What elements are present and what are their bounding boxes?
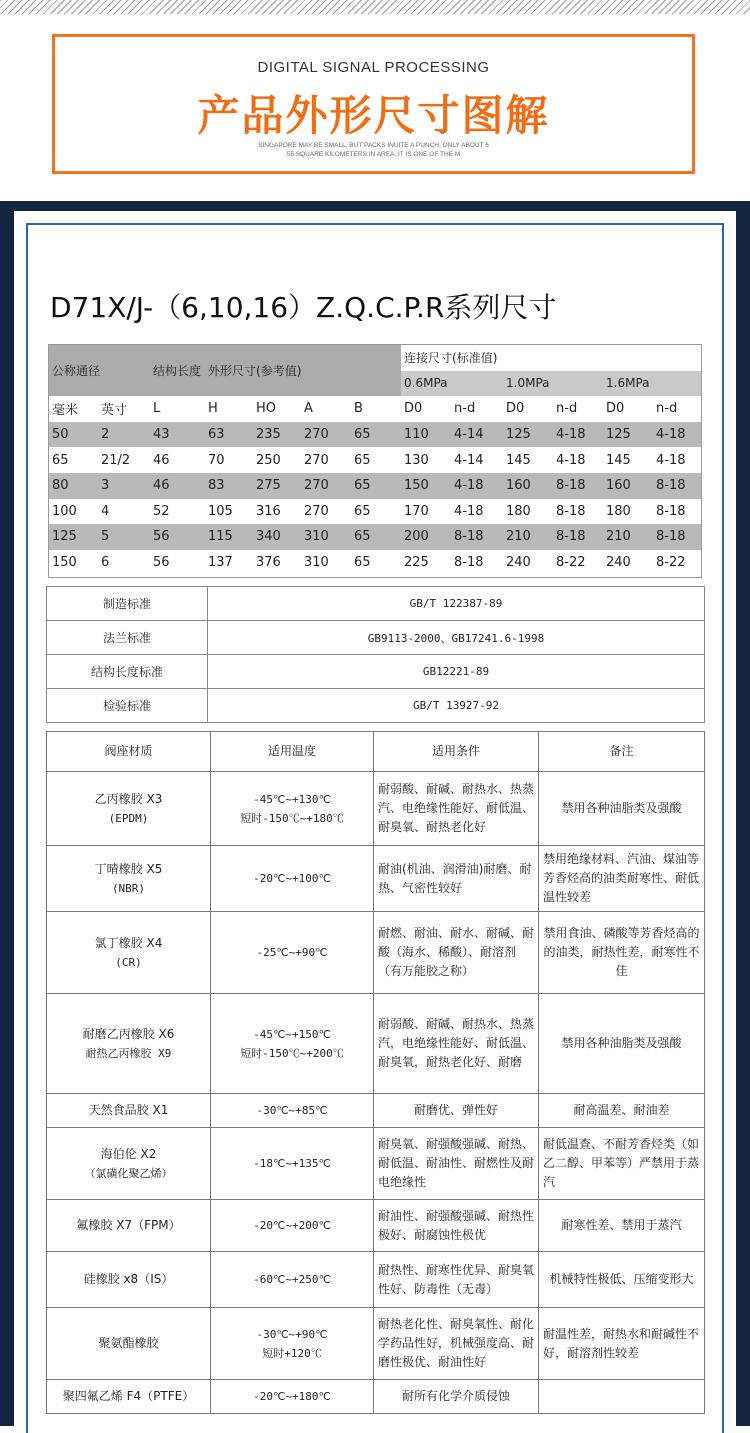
- material-note: [539, 1380, 705, 1414]
- material-name: 氯丁橡胶 X4: [94, 935, 163, 950]
- table-cell: 65: [354, 555, 371, 571]
- material-name: 耐磨乙丙橡胶 X6: [82, 1026, 175, 1041]
- material-temperature-cell: [211, 1252, 374, 1308]
- material-conditions: 耐弱酸、耐碱、耐热水、热蒸汽，电绝缘性能好、耐低温、耐臭氧，耐热老化好、耐磨: [374, 994, 539, 1094]
- material-name-cell: [47, 1308, 211, 1380]
- temperature-range: -18℃~+135℃: [253, 1157, 331, 1170]
- column-header: D0: [503, 396, 553, 422]
- material-row: [47, 1200, 705, 1252]
- material-conditions: 耐热老化性、耐臭氧性、耐化学药品性好，机械强度高、耐磨性极优、耐油性好: [374, 1308, 539, 1380]
- header-pressure: 1.0MPa: [503, 371, 603, 397]
- temperature-range: -45℃~+130℃: [253, 792, 331, 806]
- section-banner: [52, 34, 695, 174]
- standards-table: [46, 586, 705, 723]
- column-header: n-d: [653, 396, 701, 422]
- table-cell: 125: [603, 422, 653, 448]
- table-cell: 150: [401, 473, 451, 499]
- table-cell: 50: [49, 422, 98, 448]
- material-temperature-cell: [211, 912, 374, 994]
- dimension-table: [48, 344, 702, 578]
- material-name-cell: [47, 846, 211, 912]
- material-name: 硅橡胶 x8（IS）: [83, 1272, 174, 1286]
- material-code: (EPDM): [108, 811, 149, 825]
- table-row: [49, 499, 701, 525]
- table-cell: 180: [506, 503, 531, 519]
- material-row: [47, 772, 705, 846]
- material-name-cell: [47, 912, 211, 994]
- temperature-short-term: 短时-150℃~+180℃: [240, 811, 344, 825]
- table-cell: 270: [304, 503, 329, 519]
- column-header: n-d: [451, 396, 503, 422]
- table-cell: 4-14: [451, 422, 503, 448]
- material-conditions: 耐油性、耐强酸强碱、耐热性极好、耐腐蚀性极优: [374, 1200, 539, 1252]
- table-cell: 250: [256, 452, 281, 468]
- table-cell: 160: [503, 473, 553, 499]
- temperature-range: -20℃~+200℃: [253, 1219, 331, 1232]
- standard-value: GB/T 13927-92: [208, 689, 705, 723]
- table-cell: 235: [253, 422, 301, 448]
- table-cell: 145: [606, 452, 631, 468]
- temperature-range: -20℃~+180℃: [253, 1390, 331, 1403]
- standard-row: [47, 655, 705, 689]
- standard-label: 结构长度标准: [47, 655, 208, 689]
- standard-value: GB9113-2000、GB17241.6-1998: [208, 621, 705, 655]
- table-cell: 8-18: [454, 555, 484, 571]
- table-cell: 170: [404, 503, 429, 519]
- table-cell: 6: [101, 555, 110, 571]
- standard-row: [47, 621, 705, 655]
- table-row: [49, 524, 701, 550]
- column-header: A: [301, 396, 351, 422]
- standard-row: [47, 587, 705, 621]
- material-code: （氯磺化聚乙烯）: [84, 1166, 173, 1180]
- table-cell: 270: [301, 422, 351, 448]
- material-conditions: 耐所有化学介质侵蚀: [374, 1380, 539, 1414]
- table-row: [49, 447, 701, 473]
- material-note: 禁用各种油脂类及强酸: [539, 772, 705, 846]
- column-header: L: [150, 396, 205, 422]
- material-note: 禁用绝缘材料、汽油、煤油等芳香烃高的油类耐寒性、耐低温性较差: [539, 846, 705, 912]
- table-row: [49, 422, 701, 448]
- table-cell: 376: [256, 555, 281, 571]
- table-cell: 4-18: [454, 503, 484, 519]
- table-cell: 210: [503, 524, 553, 550]
- table-cell: 4-18: [553, 422, 603, 448]
- material-row: [47, 1308, 705, 1380]
- table-cell: 8-18: [553, 473, 603, 499]
- material-temperature-cell: [211, 1200, 374, 1252]
- table-cell: 8-18: [653, 524, 701, 550]
- material-column-header: 阀座材质: [47, 732, 211, 772]
- temperature-range: -45℃~+150℃: [253, 1027, 331, 1041]
- table-cell: 225: [404, 555, 429, 571]
- material-name-cell: [47, 994, 211, 1094]
- table-cell: 8-18: [451, 524, 503, 550]
- material-conditions: 耐臭氧、耐强酸强碱、耐热、耐低温、耐油性、耐燃性及耐电绝缘性: [374, 1128, 539, 1200]
- table-cell: 21/2: [101, 452, 131, 468]
- material-note: 禁用各种油脂类及强酸: [539, 994, 705, 1094]
- table-cell: 56: [150, 524, 205, 550]
- column-header: 英寸: [98, 396, 150, 422]
- material-row: [47, 1094, 705, 1128]
- table-cell: 65: [351, 473, 401, 499]
- material-note: 机械特性极低、压缩变形大: [539, 1252, 705, 1308]
- header-structure-length: 结构长度: [150, 345, 205, 396]
- table-cell: 8-18: [656, 503, 686, 519]
- material-name-cell: [47, 1200, 211, 1252]
- standard-row: [47, 689, 705, 723]
- material-conditions: 耐热性、耐寒性优异、耐臭氧性好、防毒性（无毒）: [374, 1252, 539, 1308]
- table-cell: 65: [52, 452, 69, 468]
- material-name: 乙丙橡胶 X3: [94, 791, 163, 806]
- table-cell: 56: [153, 555, 170, 571]
- table-cell: 200: [401, 524, 451, 550]
- table-cell: 210: [603, 524, 653, 550]
- material-column-header: 备注: [539, 732, 705, 772]
- material-code: (NBR): [111, 881, 146, 895]
- table-cell: 105: [208, 503, 233, 519]
- table-cell: 110: [401, 422, 451, 448]
- material-note: 耐温性差，耐热水和耐碱性不好，耐溶剂性较差: [539, 1308, 705, 1380]
- table-cell: 270: [304, 452, 329, 468]
- table-cell: 8-18: [556, 503, 586, 519]
- seat-material-table: [46, 731, 705, 1414]
- material-row: [47, 1252, 705, 1308]
- column-header: D0: [603, 396, 653, 422]
- material-temperature-cell: [211, 1094, 374, 1128]
- material-row: [47, 1128, 705, 1200]
- table-cell: 70: [208, 452, 225, 468]
- temperature-short-term: 短时+120℃: [262, 1346, 322, 1360]
- table-cell: 340: [253, 524, 301, 550]
- table-cell: 5: [98, 524, 150, 550]
- header-outline-size: 外形尺寸(参考值): [205, 345, 401, 396]
- material-note: 耐寒性差、禁用于蒸汽: [539, 1200, 705, 1252]
- standard-value: GB/T 122387-89: [208, 587, 705, 621]
- table-cell: 65: [351, 524, 401, 550]
- table-row: [49, 550, 701, 576]
- temperature-range: -25℃~+90℃: [256, 946, 328, 959]
- table-cell: 150: [52, 555, 77, 571]
- table-cell: 43: [150, 422, 205, 448]
- table-cell: 160: [603, 473, 653, 499]
- material-temperature-cell: [211, 1380, 374, 1414]
- table-cell: 240: [506, 555, 531, 571]
- table-cell: 4-18: [556, 452, 586, 468]
- table-cell: 8-18: [553, 524, 603, 550]
- table-cell: 137: [208, 555, 233, 571]
- banner-title: 产品外形尺寸图解: [197, 91, 550, 140]
- table-cell: 4-18: [451, 473, 503, 499]
- material-name: 聚氨酯橡胶: [98, 1336, 159, 1350]
- standard-value: GB12221-89: [208, 655, 705, 689]
- column-header: H: [205, 396, 253, 422]
- material-conditions: 耐油(机油、润滑油)耐磨、耐热、气密性较好: [374, 846, 539, 912]
- temperature-range: -30℃~+85℃: [256, 1104, 328, 1117]
- column-header: n-d: [553, 396, 603, 422]
- temperature-short-term: 短时-150℃~+200℃: [240, 1046, 344, 1060]
- material-conditions: 耐燃、耐油、耐水、耐碱、耐酸（海水、稀酸）、耐溶剂 （有万能胶之称）: [374, 912, 539, 994]
- material-temperature-cell: [211, 994, 374, 1094]
- material-conditions: 耐磨优、弹性好: [374, 1094, 539, 1128]
- table-cell: 52: [153, 503, 170, 519]
- material-name-cell: [47, 1128, 211, 1200]
- table-cell: 8-22: [556, 555, 586, 571]
- material-row: [47, 846, 705, 912]
- standard-label: 法兰标准: [47, 621, 208, 655]
- table-cell: 65: [354, 503, 371, 519]
- table-cell: 3: [98, 473, 150, 499]
- table-cell: 125: [503, 422, 553, 448]
- material-temperature-cell: [211, 846, 374, 912]
- standard-label: 检验标准: [47, 689, 208, 723]
- table-cell: 270: [301, 473, 351, 499]
- material-name: 丁晴橡胶 X5: [94, 861, 163, 876]
- table-cell: 310: [304, 555, 329, 571]
- dimension-header-columns: [49, 396, 701, 422]
- table-cell: 4: [101, 503, 110, 519]
- table-cell: 83: [205, 473, 253, 499]
- material-name-cell: [47, 772, 211, 846]
- table-cell: 8-22: [656, 555, 686, 571]
- column-header: 毫米: [49, 396, 98, 422]
- material-code: (CR): [115, 955, 142, 969]
- material-name: 天然食品胶 X1: [88, 1103, 169, 1117]
- column-header: B: [351, 396, 401, 422]
- material-note: 禁用食油、磷酸等芳香烃高的的油类，耐热性差，耐寒性不佳: [539, 912, 705, 994]
- table-cell: 145: [506, 452, 531, 468]
- table-cell: 115: [205, 524, 253, 550]
- temperature-range: -20℃~+100℃: [253, 872, 331, 885]
- table-cell: 65: [351, 422, 401, 448]
- material-name-cell: [47, 1094, 211, 1128]
- table-cell: 80: [49, 473, 98, 499]
- table-cell: 46: [150, 473, 205, 499]
- material-header-row: [47, 732, 705, 772]
- material-temperature-cell: [211, 1128, 374, 1200]
- table-cell: 2: [98, 422, 150, 448]
- header-connection-size: 连接尺寸(标准值): [401, 345, 701, 371]
- table-cell: 46: [153, 452, 170, 468]
- standard-label: 制造标准: [47, 587, 208, 621]
- table-cell: 125: [49, 524, 98, 550]
- temperature-range: -60℃~+250℃: [253, 1273, 331, 1286]
- column-header: D0: [401, 396, 451, 422]
- header-pressure: 1.6MPa: [603, 371, 701, 397]
- table-cell: 240: [606, 555, 631, 571]
- material-row: [47, 912, 705, 994]
- material-code: 耐热乙丙橡胶 X9: [85, 1046, 172, 1060]
- material-name: 氟橡胶 X7（FPM）: [76, 1218, 181, 1232]
- header-nominal-diameter: 公称通径: [49, 345, 150, 396]
- material-note: 耐高温差、耐油差: [539, 1094, 705, 1128]
- table-cell: 130: [404, 452, 429, 468]
- material-row: [47, 1380, 705, 1414]
- column-header: HO: [253, 396, 301, 422]
- material-name-cell: [47, 1380, 211, 1414]
- material-row: [47, 994, 705, 1094]
- material-temperature-cell: [211, 772, 374, 846]
- series-title: D71X/J-（6,10,16）Z.Q.C.P.R系列尺寸: [50, 291, 557, 324]
- header-pressure: 0.6MPa: [401, 371, 503, 397]
- banner-small-text: SINGAPORE MAY BE SMALL, BUT PACKS INUITE A PUNCH. ONLY ABOUT 6 55 SQUARE KILOMETERS IN AREA, IT IS ONE OF THE M: [258, 142, 489, 158]
- material-name: 聚四氟乙烯 F4（PTFE）: [62, 1389, 195, 1403]
- table-cell: 316: [256, 503, 281, 519]
- table-cell: 180: [606, 503, 631, 519]
- dimension-header-top: [49, 345, 701, 371]
- table-cell: 65: [354, 452, 371, 468]
- material-conditions: 耐弱酸、耐碱、耐热水、热蒸汽、电绝缘性能好、耐低温、耐臭氧、耐热老化好: [374, 772, 539, 846]
- top-hatch-decoration: [0, 0, 750, 14]
- table-row: [49, 473, 701, 499]
- table-cell: 4-18: [656, 452, 686, 468]
- temperature-range: -30℃~+90℃: [256, 1327, 328, 1341]
- material-column-header: 适用温度: [211, 732, 374, 772]
- material-name-cell: [47, 1252, 211, 1308]
- table-cell: 310: [301, 524, 351, 550]
- table-cell: 100: [52, 503, 77, 519]
- table-cell: 63: [205, 422, 253, 448]
- material-column-header: 适用条件: [374, 732, 539, 772]
- banner-subtitle: DIGITAL SIGNAL PROCESSING: [257, 59, 490, 76]
- material-name: 海伯伦 X2: [100, 1146, 157, 1161]
- table-cell: 275: [253, 473, 301, 499]
- material-note: 耐低温查、不耐芳香烃类（如乙二醇、甲苯等）严禁用于蒸汽: [539, 1128, 705, 1200]
- table-cell: 8-18: [653, 473, 701, 499]
- table-cell: 4-14: [454, 452, 484, 468]
- table-cell: 4-18: [653, 422, 701, 448]
- material-temperature-cell: [211, 1308, 374, 1380]
